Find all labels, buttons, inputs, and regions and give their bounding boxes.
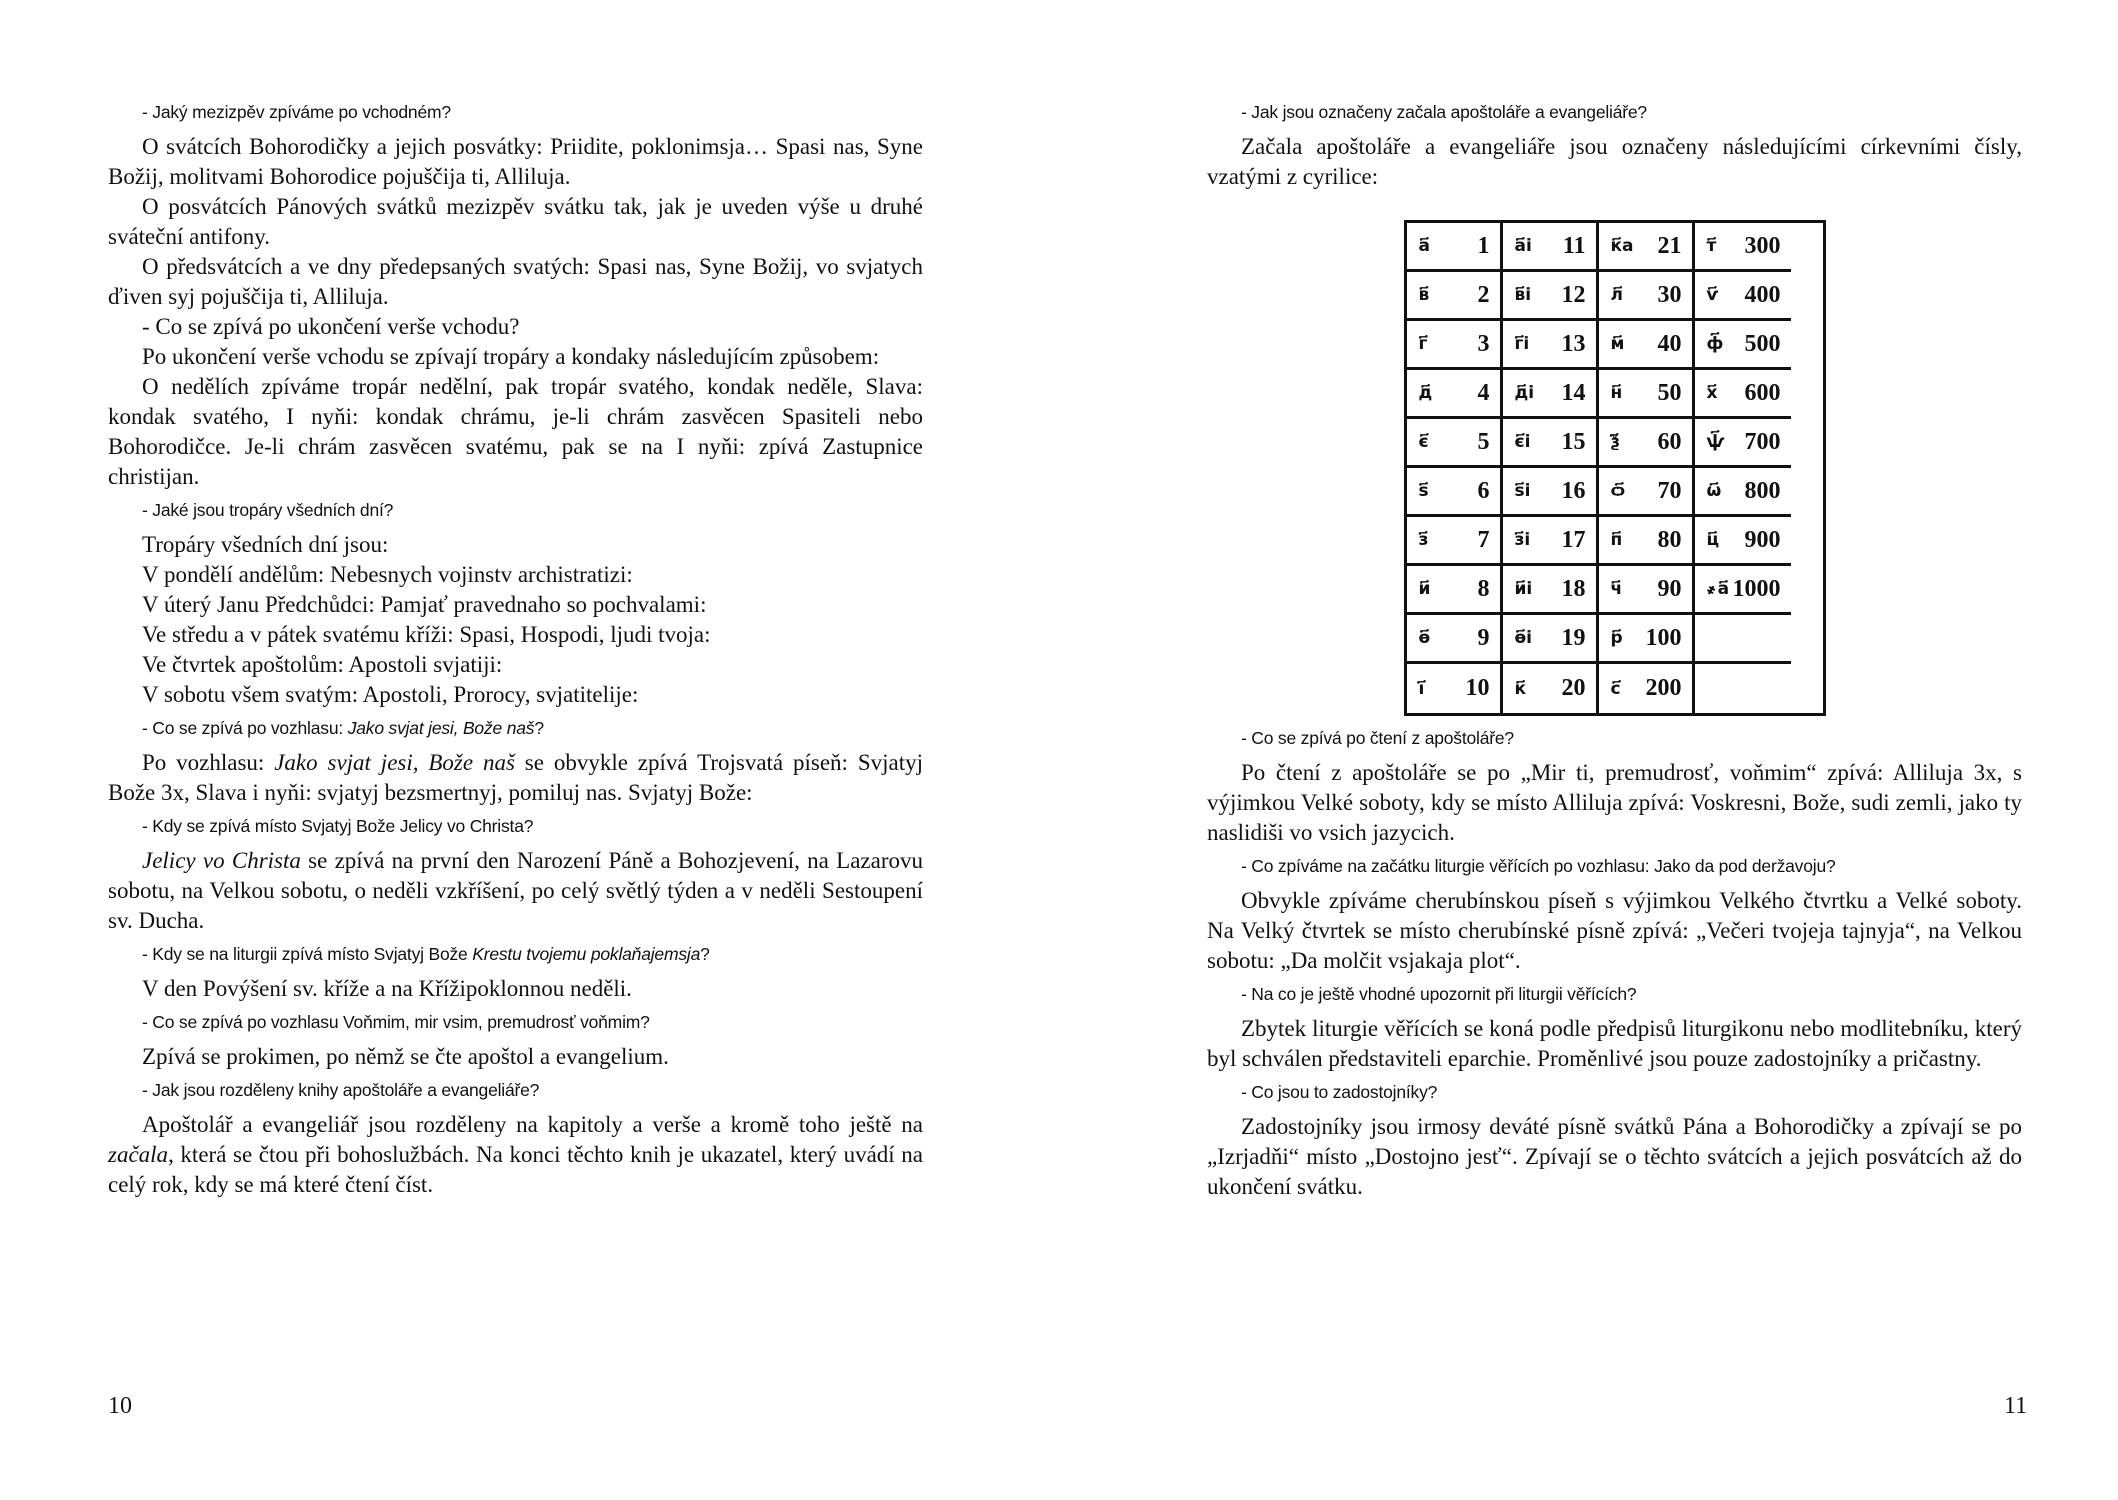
arabic-value: 20 [1561,675,1586,701]
cyrillic-numeral: з҃ [1418,530,1429,550]
numeral-cell [1407,468,1503,517]
paragraph: V den Povýšení sv. kříže a na Křížipoklonnou neděli. [142,976,632,1001]
left-text-column [108,100,923,1200]
question-heading: - Jak jsou označeny začala apoštoláře a evangeliáře? [1241,102,1647,122]
cyrillic-numeral: ч҃ [1610,579,1623,599]
question-heading: - Jaký mezizpěv zpíváme po vchodném? [142,102,451,122]
arabic-value: 30 [1657,281,1682,308]
numeral-cell [1599,272,1695,321]
cyrillic-numeral: а҃ [1418,236,1430,256]
arabic-value: 5 [1477,428,1490,455]
cyrillic-numeral: в҃ [1418,285,1430,305]
paragraph: O nedělích zpíváme tropár nedělní, pak tropár svatého, kondak neděle, Slava: kondak svatého, I nyňi: kondak chrámu, je-li chrám zasvěcen Spasiteli nebo Bohorodičce. Je-li chrám zasvěcen svatému, pak se na I nyňi: zpívá Zastupnice christijan. [108,374,923,489]
arabic-value: 300 [1744,232,1781,259]
paragraph: Zadostojníky jsou irmosy deváté písně svátků Pána a Bohorodičky a zpívají se po „Izrjadňi“ místo „Dostojno jesť“. Zpívají se o těchto svátcích a jejich posvátcích až do ukončení svátku. [1207,1114,2022,1199]
cyrillic-numeral: є҃ [1418,432,1429,452]
cyrillic-numeral: в҃і [1514,285,1532,305]
paragraph: Po vozhlasu: Jako svjat jesi, Bože naš se obvykle zpívá Trojsvatá píseň: Svjatyj Bože 3x, Slava i nyňi: svjatyj bezsmertnyj, pomiluj nas. Svjatyj Bože: [108,750,923,805]
numeral-cell [1503,272,1599,321]
cyrillic-numeral: г҃і [1514,334,1530,354]
paragraph: Začala apoštoláře a evangeliáře jsou označeny následujícími církevními čísly, vzatými z cyrilice: [1207,134,2022,189]
arabic-value: 6 [1477,477,1490,504]
numeral-cell [1695,419,1791,468]
cyrillic-numeral: є҃і [1514,432,1531,452]
question-heading: - Kdy se na liturgii zpívá místo Svjatyj Bože Krestu tvojemu poklaňajemsja? [142,944,710,964]
question-heading: - Na co je ještě vhodné upozornit při liturgii věřících? [1241,984,1637,1004]
arabic-value: 21 [1657,232,1682,259]
arabic-value: 600 [1744,379,1781,406]
numeral-cell [1695,664,1791,713]
cyrillic-numeral: н҃ [1610,383,1623,403]
list-item: Tropáry všedních dní jsou: [142,532,389,557]
arabic-value: 400 [1744,281,1781,308]
paragraph: Zbytek liturgie věřících se koná podle předpisů liturgikonu nebo modlitebníku, který byl schválen představiteli eparchie. Proměnlivé jsou pouze zadostojníky a pričastny. [1207,1016,2022,1071]
cyrillic-numeral: ѳ҃і [1514,628,1533,648]
numeral-cell [1503,370,1599,419]
numeral-cell [1695,223,1791,272]
arabic-value: 16 [1561,477,1586,504]
numeral-cell [1599,468,1695,517]
arabic-value: 17 [1561,526,1586,553]
question-heading: - Jaké jsou tropáry všedních dní? [142,500,394,520]
cyrillic-numeral: ѵ҃ [1706,285,1719,305]
numeral-cell [1695,517,1791,566]
cyrillic-numeral: д҃і [1514,383,1535,403]
numeral-cell [1503,615,1599,664]
numeral-cell [1407,419,1503,468]
numeral-cell [1599,615,1695,664]
cyrillic-numeral: ѡ҃ [1706,481,1722,501]
numeral-cell [1599,517,1695,566]
list-item: Ve středu a v pátek svatému kříži: Spasi, Hospodi, ljudi tvoja: [142,622,711,647]
arabic-value: 100 [1645,624,1682,651]
cyrillic-numeral: ѕ҃і [1514,481,1531,501]
numeral-cell [1407,566,1503,615]
numeral-cell [1503,223,1599,272]
cyrillic-numeral: р҃ [1610,628,1623,648]
arabic-value: 50 [1657,379,1682,406]
numeral-cell [1599,321,1695,370]
question-heading: - Co se zpívá po čtení z apoštoláře? [1241,728,1514,748]
arabic-value: 7 [1477,526,1490,553]
numeral-cell [1407,615,1503,664]
cyrillic-numeral: і҃ [1418,678,1425,699]
numeral-cell [1695,566,1791,615]
numeral-cell [1503,566,1599,615]
arabic-value: 2 [1477,281,1490,308]
cyrillic-numeral: м҃ [1610,334,1625,354]
numeral-cell [1503,517,1599,566]
cyrillic-numeral: и҃і [1514,579,1533,599]
question-heading: - Co se zpívá po vozhlasu Voňmim, mir vsim, premudrosť voňmim? [142,1012,650,1032]
cyrillic-numeral: ѻ҃ [1610,481,1626,501]
arabic-value: 4 [1477,379,1490,406]
numeral-cell [1407,223,1503,272]
arabic-value: 9 [1477,624,1490,651]
arabic-value: 1 [1477,232,1490,259]
arabic-value: 900 [1744,526,1781,553]
page-number: 10 [108,1393,132,1419]
numeral-cell [1695,615,1791,664]
arabic-value: 19 [1561,624,1586,651]
question-heading: - Co jsou to zadostojníky? [1241,1082,1438,1102]
numeral-cell [1695,468,1791,517]
cyrillic-numeral: ѱ҃ [1706,432,1725,452]
numeral-cell [1599,223,1695,272]
numeral-cell [1599,370,1695,419]
arabic-value: 200 [1645,675,1682,701]
cyrillic-numeral: к҃ [1514,678,1527,699]
weekday-troparia-list [108,530,923,710]
cyrillic-numeral: ц҃ [1706,530,1720,550]
cyrillic-numeral: з҃і [1514,530,1531,550]
arabic-value: 800 [1744,477,1781,504]
arabic-value: 3 [1477,330,1490,357]
question-heading: - Co zpíváme na začátku liturgie věřících po vozhlasu: Jako da pod deržavoju? [1241,856,1836,876]
arabic-value: 80 [1657,526,1682,553]
arabic-value: 700 [1744,428,1781,455]
paragraph: Zpívá se prokimen, po němž se čte apoštol a evangelium. [142,1044,669,1069]
right-text-column [1207,100,2022,1202]
paragraph: Apoštolář a evangeliář jsou rozděleny na kapitoly a verše a kromě toho ještě na začala, která se čtou při bohoslužbách. Na konci těchto knih je ukazatel, který uvádí na celý rok, kdy se má které čtení číst. [108,1112,923,1197]
cyrillic-numeral: ѳ҃ [1418,628,1431,648]
numeral-cell [1503,321,1599,370]
cyrillic-numeral: с҃ [1610,678,1621,699]
arabic-value: 18 [1561,575,1586,602]
arabic-value: 40 [1657,330,1682,357]
arabic-value: 70 [1657,477,1682,504]
arabic-value: 14 [1561,379,1586,406]
numeral-cell [1407,664,1503,713]
numeral-cell [1407,321,1503,370]
paragraph: Po ukončení verše vchodu se zpívají tropáry a kondaky následujícím způsobem: [142,344,880,369]
cyrillic-numeral: д҃ [1418,383,1433,403]
question-heading: - Jak jsou rozděleny knihy apoštoláře a evangeliáře? [142,1080,540,1100]
list-item: V úterý Janu Předchůdci: Pamjať pravednaho so pochvalami: [142,592,707,617]
numeral-cell [1599,566,1695,615]
arabic-value: 8 [1477,575,1490,602]
numeral-cell [1599,419,1695,468]
paragraph: O svátcích Bohorodičky a jejich posvátky: Priidite, poklonimsja… Spasi nas, Syne Božij, molitvami Bohorodice pojuščija ti, Alliluja. [108,134,923,189]
arabic-value: 12 [1561,281,1586,308]
cyrillic-numeral: к҃а [1610,236,1634,256]
numeral-cell [1695,370,1791,419]
arabic-value: 10 [1465,675,1490,701]
church-numeral-table-wrap [1207,220,2022,716]
numeral-cell [1599,664,1695,713]
paragraph: Jelicy vo Christa se zpívá na první den Narození Páně a Bohozjevení, na Lazarovu sobotu, na Velkou sobotu, o neděli vzkříšení, po celý světlý týden a v neděli Sestoupení sv. Ducha. [108,848,923,933]
numeral-cell [1407,517,1503,566]
list-item: V sobotu všem svatým: Apostoli, Prorocy, svjatitelije: [142,682,639,707]
paragraph: Obvykle zpíváme cherubínskou píseň s výjimkou Velkého čtvrtku a Velké soboty. Na Velký čtvrtek se místo cherubínské písně zpívá: „Večeri tvojeja tajnyja“, na Velkou sobotu: „Da molčit vsjakaja plot“. [1207,888,2022,973]
numeral-cell [1407,272,1503,321]
list-item: Ve čtvrtek apoštolům: Apostoli svjatiji: [142,652,503,677]
paragraph: O předsvátcích a ve dny předepsaných svatých: Spasi nas, Syne Božij, vo svjatych ďiven syj pojuščija ti, Alliluja. [108,254,923,309]
numeral-cell [1407,370,1503,419]
numeral-cell [1695,321,1791,370]
arabic-value: 60 [1657,428,1682,455]
arabic-value: 15 [1561,428,1586,455]
list-item: V pondělí andělům: Nebesnych vojinstv archistratizi: [142,562,633,587]
arabic-value: 13 [1561,330,1586,357]
page-number: 11 [2004,1393,2028,1419]
cyrillic-numeral: п҃ [1610,530,1623,550]
arabic-value: 11 [1562,232,1586,259]
cyrillic-numeral: а҃і [1514,236,1532,256]
cyrillic-numeral: х҃ [1706,383,1718,403]
cyrillic-numeral: л҃ [1610,285,1623,305]
cyrillic-numeral: ф҃ [1706,334,1724,354]
numeral-cell [1695,272,1791,321]
cyrillic-numeral: т҃ [1706,236,1717,256]
paragraph: - Co se zpívá po ukončení verše vchodu? [142,314,520,339]
question-heading: - Co se zpívá po vozhlasu: Jako svjat jesi, Bože naš? [142,718,544,738]
cyrillic-numeral: ҂а҃ [1706,579,1730,599]
question-heading: - Kdy se zpívá místo Svjatyj Bože Jelicy vo Christa? [142,816,534,836]
cyrillic-numeral: ѕ҃ [1418,481,1429,501]
cyrillic-numeral: г҃ [1418,334,1428,354]
arabic-value: 90 [1657,575,1682,602]
numeral-cell [1503,468,1599,517]
paragraph: O posvátcích Pánových svátků mezizpěv svátku tak, jak je uveden výše u druhé sváteční antifony. [108,194,923,249]
cyrillic-numeral: ѯ҃ [1610,432,1620,452]
arabic-value: 1000 [1732,575,1781,602]
numeral-cell [1503,664,1599,713]
paragraph: Po čtení z apoštoláře se po „Mir ti, premudrosť, voňmim“ zpívá: Alliluja 3x, s výjimkou Velké soboty, kdy se místo Alliluja zpívá: Voskresni, Bože, sudi zemli, jako ty naslidiši vo vsich jazycich. [1207,760,2022,845]
arabic-value: 500 [1744,330,1781,357]
numeral-cell [1503,419,1599,468]
cyrillic-numeral: и҃ [1418,579,1431,599]
right-page [1059,0,2118,1500]
church-numeral-table [1404,220,1826,716]
